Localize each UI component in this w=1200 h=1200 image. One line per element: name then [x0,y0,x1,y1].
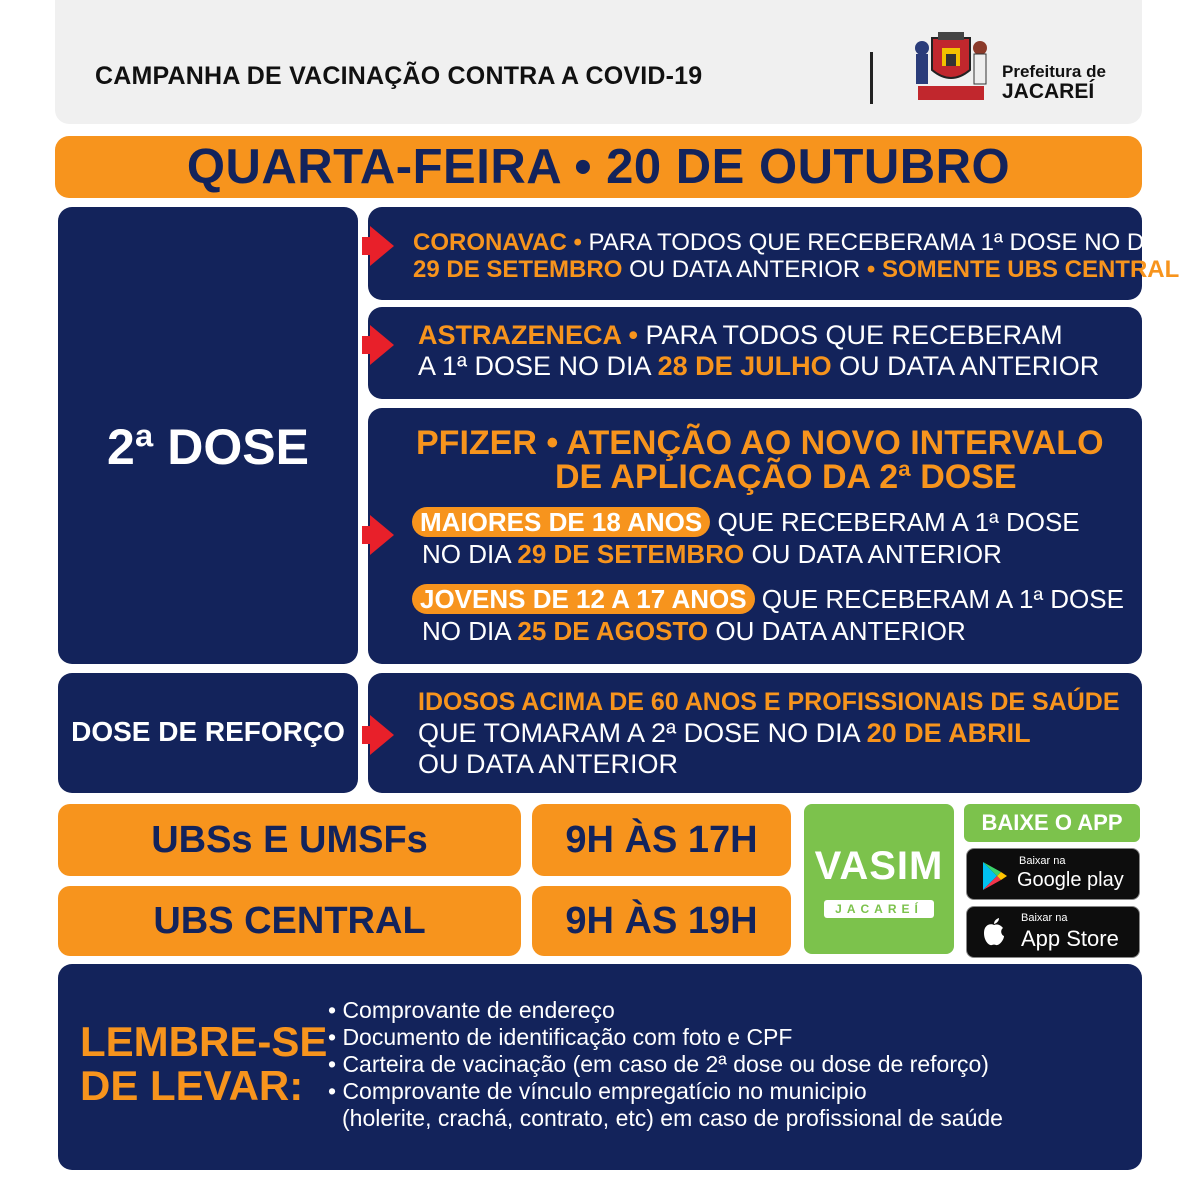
pfizer-youth-line2 [422,616,966,647]
apple-small-text: Baixar na [1021,912,1068,924]
header-divider [870,52,873,104]
astrazeneca-name: ASTRAZENECA • [418,320,638,350]
booster-line2 [418,718,1031,749]
vasim-logo-text: VASIM [814,844,944,888]
prefeitura-label: Prefeitura de [1002,62,1106,81]
apple-icon [981,917,1007,947]
youth-text2: NO DIA [422,616,511,646]
coronavac-line2 [413,256,1179,284]
youth-pill: JOVENS DE 12 A 17 ANOS [412,584,755,614]
schedule-hours-1: 9H ÀS 17H [532,804,791,876]
youth-date: 25 DE AGOSTO [517,616,709,646]
reminder-title-line1: LEMBRE-SE [80,1018,328,1065]
coronavac-name: CORONAVAC • [413,229,582,256]
booster-line1: IDOSOS ACIMA DE 60 ANOS E PROFISSIONAIS DE SAÚDE [418,688,1120,716]
booster-line3: OU DATA ANTERIOR [418,749,679,779]
schedule-place-1: UBSs E UMSFs [58,804,521,876]
apple-big-text: App Store [1021,926,1119,951]
astrazeneca-line1 [418,320,1063,351]
download-app-label: BAIXE O APP [964,804,1140,842]
booster-label: DOSE DE REFORÇO [71,716,345,747]
reminder-item: • Carteira de vacinação (em caso de 2ª dose ou dose de reforço) [328,1051,989,1077]
red-arrow-icon [370,715,394,755]
adults-text: QUE RECEBERAM A 1ª DOSE [717,507,1080,537]
city-crest-logo [910,26,992,104]
second-dose-label: 2ª DOSE [107,419,309,475]
booster-date: 20 DE ABRIL [866,718,1031,748]
astrazeneca-date: 28 DE JULHO [657,351,832,381]
coronavac-note: • SOMENTE UBS CENTRAL [866,256,1180,283]
reminder-item: • Documento de identificação com foto e CPF [328,1024,793,1050]
reminder-item: • Comprovante de vínculo empregatício no municipio [328,1078,867,1104]
coronavac-text2: OU DATA ANTERIOR [629,256,861,283]
pfizer-youth-line1 [412,584,1124,615]
pfizer-title-line2: DE APLICAÇÃO DA 2ª DOSE [555,458,1017,496]
campaign-title: CAMPANHA DE VACINAÇÃO CONTRA A COVID-19 [95,62,703,90]
reminder-title-line2: DE LEVAR: [80,1062,304,1109]
google-small-text: Baixar na [1019,855,1066,867]
schedule-place-2: UBS CENTRAL [58,886,521,956]
red-arrow-icon [370,325,394,365]
vasim-app-logo[interactable] [804,804,954,954]
pfizer-title-line1: PFIZER • ATENÇÃO AO NOVO INTERVALO [416,424,1104,462]
app-store-button[interactable] [966,906,1140,958]
coronavac-text: PARA TODOS QUE RECEBERAMA 1ª DOSE NO DIA [588,229,1167,256]
youth-text3: OU DATA ANTERIOR [715,616,966,646]
schedule-hours-2: 9H ÀS 19H [532,886,791,956]
google-play-icon [981,861,1009,891]
pfizer-adults-line2 [422,539,1002,570]
adults-text2: NO DIA [422,539,511,569]
coronavac-line1 [413,229,1167,257]
adults-date: 29 DE SETEMBRO [517,539,745,569]
astrazeneca-text: PARA TODOS QUE RECEBERAM [645,320,1063,350]
google-play-button[interactable] [966,848,1140,900]
vasim-logo-sub: JACAREÍ [824,900,934,918]
google-big-text: Google play [1017,869,1124,891]
astrazeneca-text3: OU DATA ANTERIOR [839,351,1100,381]
adults-pill: MAIORES DE 18 ANOS [412,507,710,537]
red-arrow-icon [370,226,394,266]
date-banner-text: QUARTA-FEIRA • 20 DE OUTUBRO [186,140,1011,194]
adults-text3: OU DATA ANTERIOR [751,539,1002,569]
astrazeneca-text2: A 1ª DOSE NO DIA [418,351,651,381]
red-arrow-icon [370,515,394,555]
reminder-item: (holerite, crachá, contrato, etc) em caso de profissional de saúde [342,1105,1003,1131]
coronavac-date: 29 DE SETEMBRO [413,256,623,283]
astrazeneca-line2 [418,351,1099,382]
booster-text: QUE TOMARAM A 2ª DOSE NO DIA [418,718,860,748]
prefeitura-city: JACAREÍ [1002,80,1095,103]
youth-text: QUE RECEBERAM A 1ª DOSE [761,584,1124,614]
pfizer-adults-line1 [412,507,1080,538]
reminder-item: • Comprovante de endereço [328,997,615,1023]
